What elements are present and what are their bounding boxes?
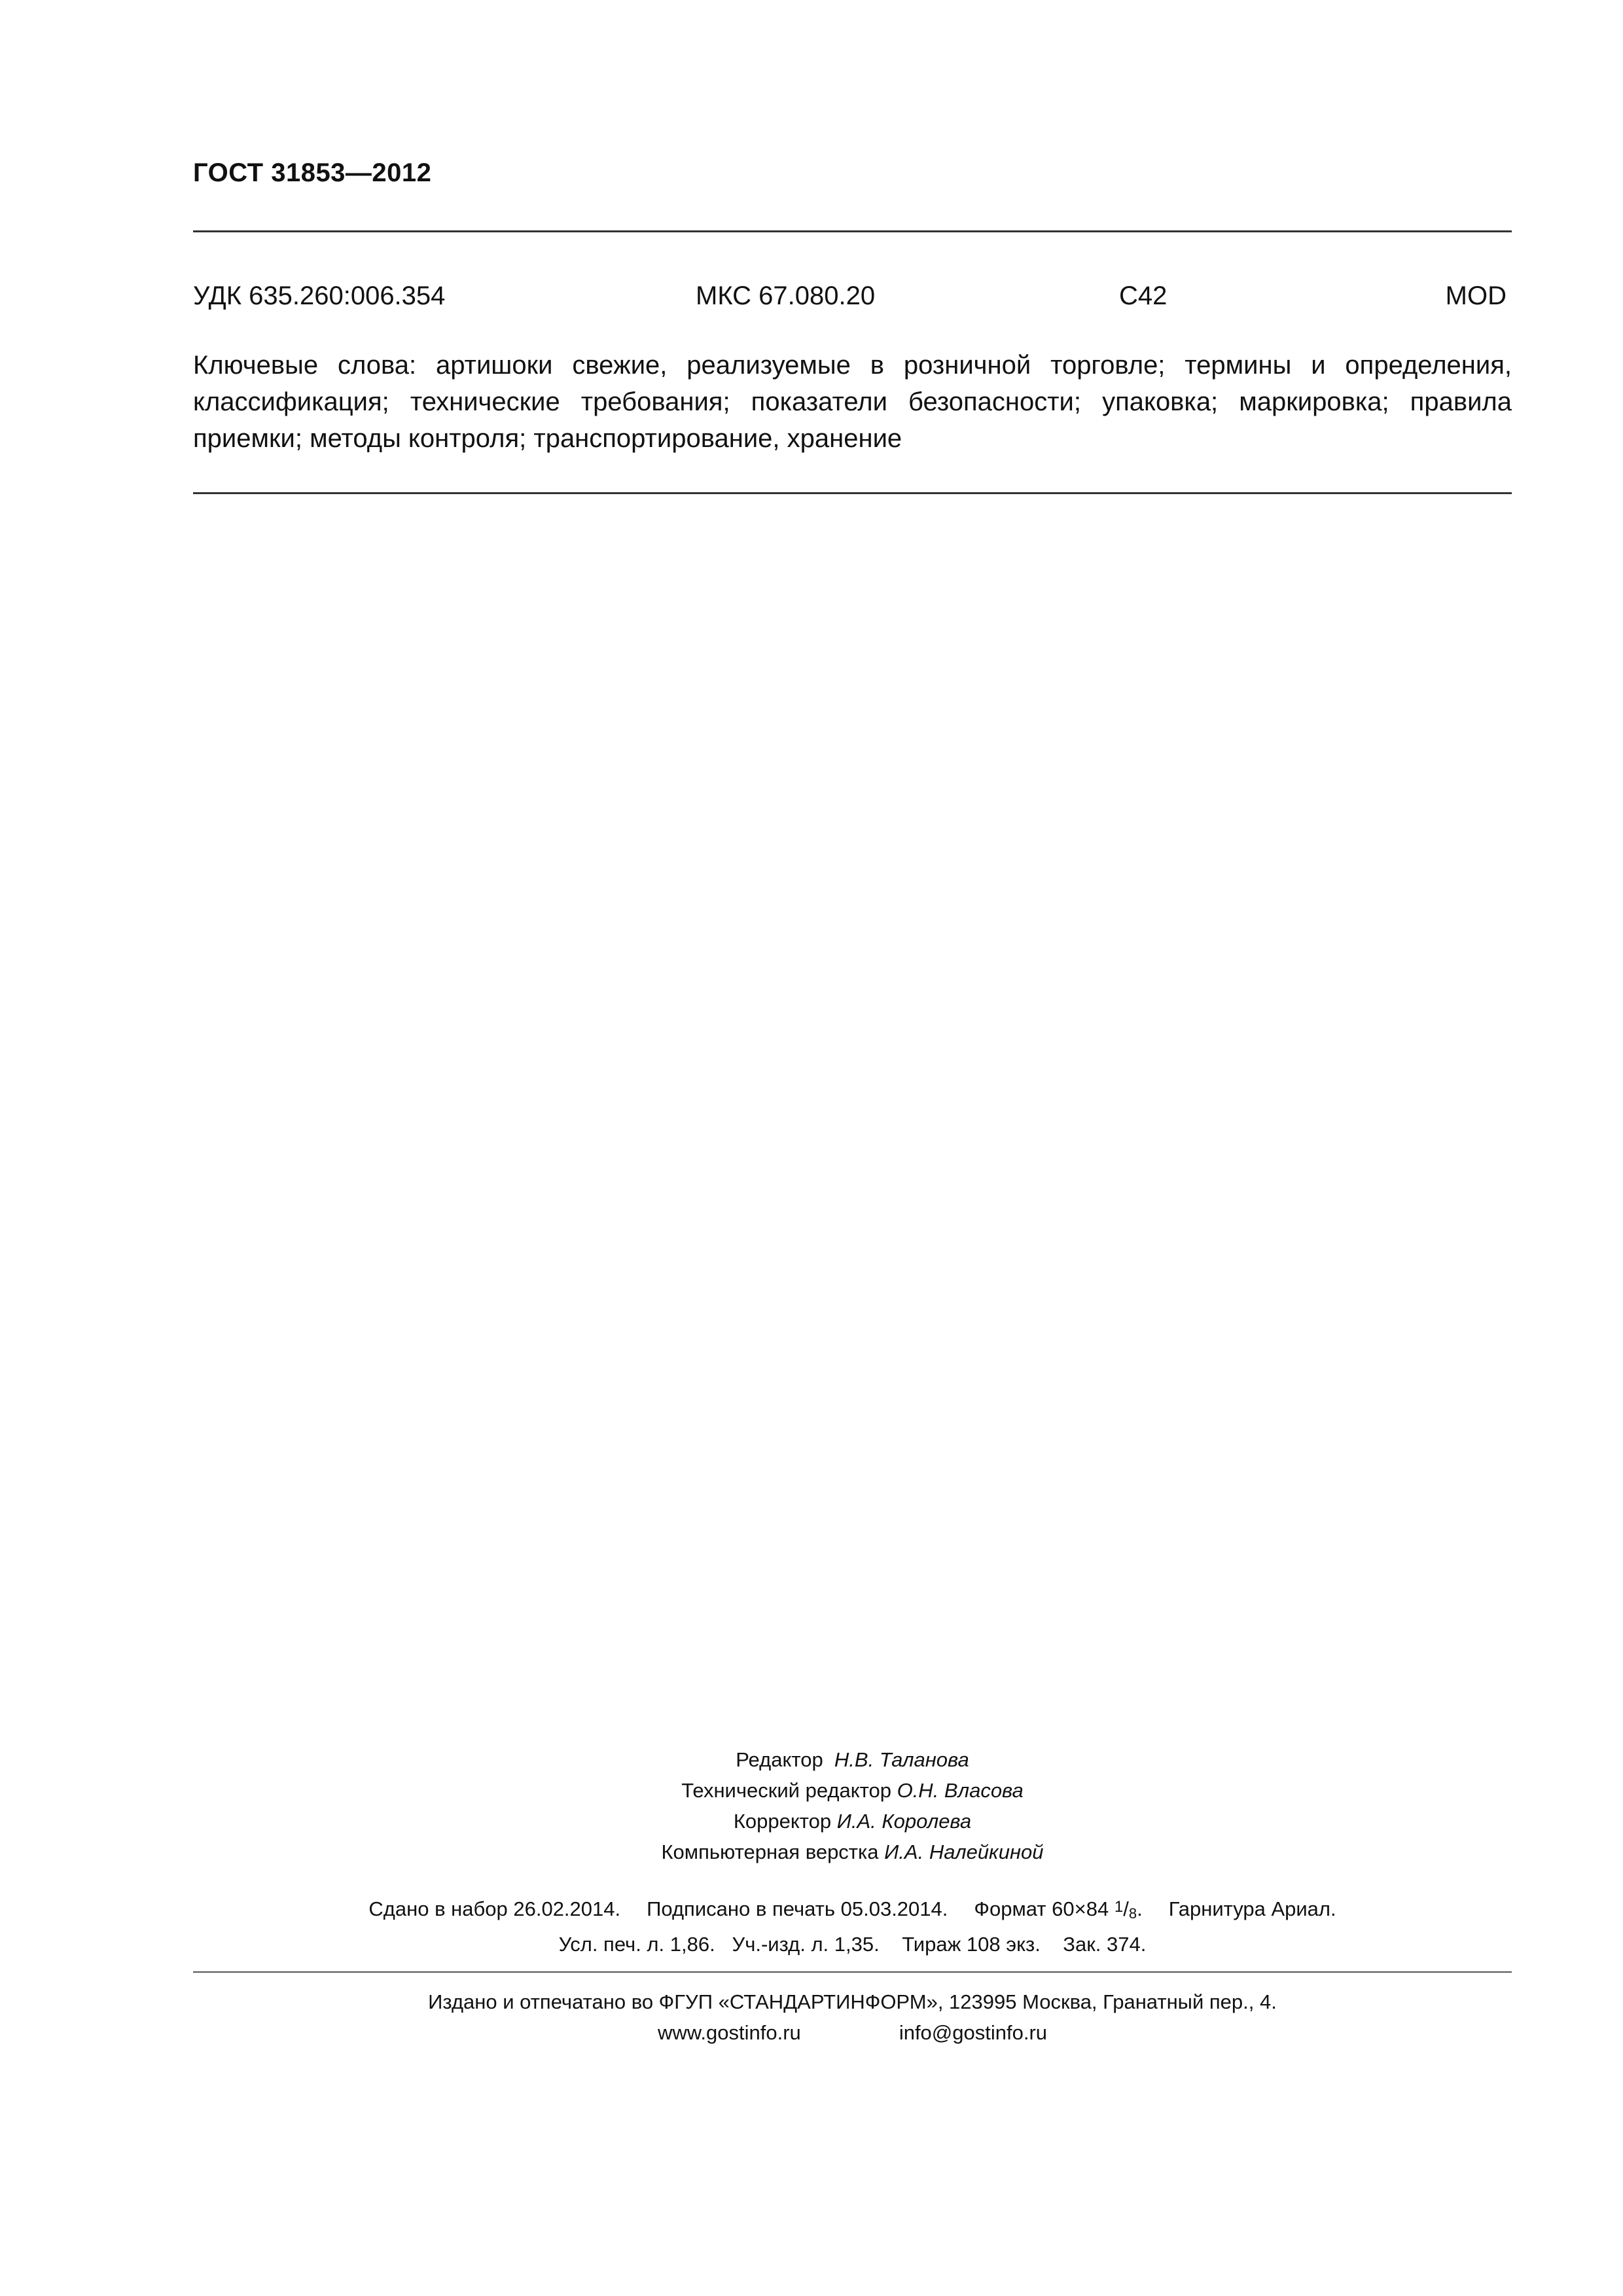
tech-editor-line <box>193 1775 1512 1806</box>
keywords-divider <box>193 492 1512 494</box>
format-fraction-denominator: 8 <box>1128 1905 1137 1922</box>
signed-date: Подписано в печать 05.03.2014. <box>647 1897 948 1920</box>
corrector-line <box>193 1806 1512 1837</box>
editor-role: Редактор <box>736 1748 823 1771</box>
print-sheets: Усл. печ. л. 1,86. <box>558 1933 715 1956</box>
okc-code: С42 <box>1119 281 1168 310</box>
print-info-line-1: Сдано в набор 26.02.2014. Подписано в печать 05.03.2014. Формат 60×84 1/8. Гарнитура Ариал. <box>368 1897 1336 1922</box>
publisher-website-link[interactable]: www.gostinfo.ru <box>657 2021 801 2044</box>
submitted-date: Сдано в набор 26.02.2014. <box>368 1897 621 1920</box>
classification-codes <box>193 281 1512 314</box>
corrector-role: Корректор <box>733 1810 832 1833</box>
header-divider <box>193 230 1512 232</box>
publisher-line: Издано и отпечатано во ФГУП «СТАНДАРТИНФОРМ», 123995 Москва, Гранатный пер., 4. <box>428 1990 1277 2013</box>
tech-editor-role: Технический редактор <box>681 1779 891 1802</box>
print-info-block <box>193 1892 1512 1960</box>
format-label: Формат 60×84 <box>974 1897 1109 1920</box>
editor-line <box>193 1744 1512 1775</box>
pub-sheets: Уч.-изд. л. 1,35. <box>732 1933 880 1956</box>
typeface: Гарнитура Ариал. <box>1168 1897 1336 1920</box>
editor-name: Н.В. Таланова <box>834 1748 969 1771</box>
imprint-divider <box>193 1971 1512 1973</box>
tech-editor-name: О.Н. Власова <box>897 1779 1024 1802</box>
publisher-block <box>193 1986 1512 2048</box>
keywords-paragraph: Ключевые слова: артишоки свежие, реализуемые в розничной торговле; термины и определения, классификация; технические требования; показатели безопасности; упаковка; маркировка; правила приемки; методы контроля; транспортирование, хранение <box>193 351 1512 453</box>
publisher-contacts <box>193 2017 1512 2048</box>
publisher-email-link[interactable]: info@gostinfo.ru <box>899 2021 1048 2044</box>
mks-code: МКС 67.080.20 <box>696 281 876 310</box>
corrector-name: И.А. Королева <box>836 1810 972 1833</box>
format-fraction-numerator: 1 <box>1114 1898 1124 1916</box>
layout-role: Компьютерная верстка <box>661 1840 879 1863</box>
udk-code: УДК 635.260:006.354 <box>193 281 446 310</box>
page-title: ГОСТ 31853—2012 <box>193 158 432 187</box>
print-info-line-2 <box>193 1929 1512 1960</box>
layout-line <box>193 1837 1512 1867</box>
mod-code: MOD <box>1445 281 1507 310</box>
layout-name: И.А. Налейкиной <box>884 1840 1044 1863</box>
credits-block <box>193 1744 1512 1867</box>
print-run: Тираж 108 экз. <box>902 1933 1041 1956</box>
order-number: Зак. 374. <box>1063 1933 1147 1956</box>
